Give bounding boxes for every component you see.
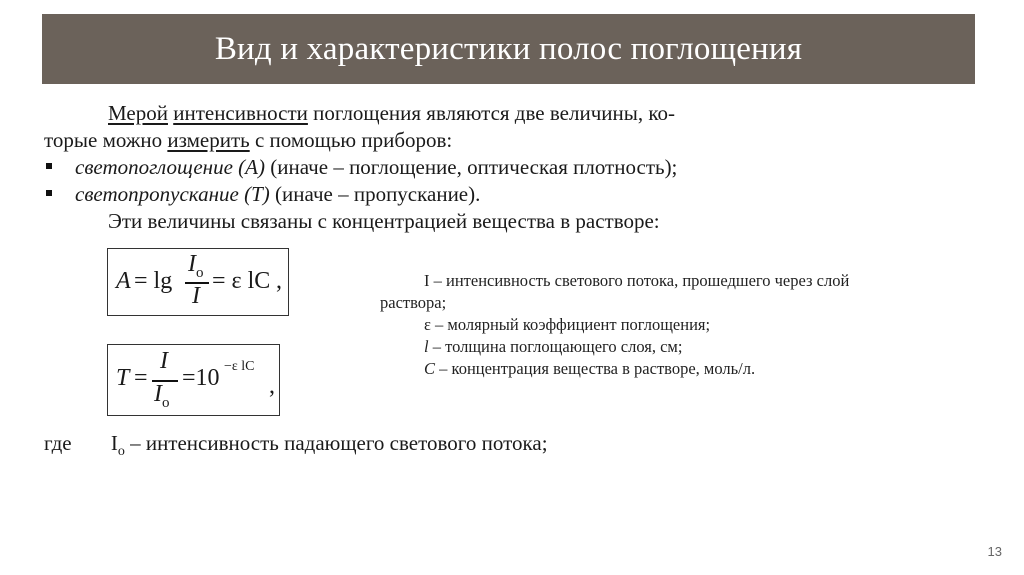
f2-den xyxy=(154,381,170,412)
slide-title: Вид и характеристики полос поглощения xyxy=(214,30,803,67)
legend-line-1: I – интенсивность светового потока, прошедшего через слой xyxy=(424,271,850,290)
f1-comma: , xyxy=(276,268,282,294)
bullet-2-rest: (иначе – пропускание). xyxy=(269,182,481,206)
bullet-item-1 xyxy=(75,154,677,181)
formula-transmittance xyxy=(107,344,280,416)
bullet-marker-1 xyxy=(46,163,52,169)
f2-lhs: T xyxy=(116,365,130,391)
f2-den-symbol: I xyxy=(154,381,162,407)
f2-exponent: −ε lC xyxy=(224,359,255,374)
where-text: – интенсивность падающего светового потока; xyxy=(124,431,548,455)
term-intensity: интенсивности xyxy=(173,101,308,125)
where-line xyxy=(44,430,548,465)
para1-line2-end: с помощью приборов: xyxy=(249,128,453,152)
legend-l-symbol: l xyxy=(424,337,429,356)
slide-title-bar xyxy=(42,14,975,84)
para1-rest: поглощения являются две величины, ко- xyxy=(307,101,675,125)
bullet-2-term: светопропускание (Т) xyxy=(75,182,270,206)
legend-c-text: – концентрация вещества в растворе, моль/л. xyxy=(435,359,756,378)
legend-line-5 xyxy=(424,358,755,380)
term-measure-verb: измерить xyxy=(167,128,250,152)
f2-comma: , xyxy=(269,373,275,399)
f1-den: I xyxy=(192,283,200,309)
para1-line2 xyxy=(44,127,452,154)
legend-line-2: раствора; xyxy=(380,293,447,312)
f2-num: I xyxy=(160,348,168,374)
f1-rhs-text: = ε lC xyxy=(212,268,271,294)
f1-lhs: A xyxy=(116,268,131,294)
bullet-1-rest: (иначе – поглощение, оптическая плотность); xyxy=(264,155,678,179)
f2-eq: = xyxy=(134,365,148,391)
legend-l-text: – толщина поглощающего слоя, см; xyxy=(428,337,683,356)
f1-eq: = lg xyxy=(134,268,173,294)
where-label: где xyxy=(44,431,72,455)
formula-absorbance xyxy=(107,248,289,316)
para1-line2-start: торые можно xyxy=(44,128,168,152)
where-symbol: I xyxy=(110,431,118,455)
bullet-1-term: светопоглощение (А) xyxy=(75,155,265,179)
term-measure: Мерой xyxy=(108,101,168,125)
bullet-item-2 xyxy=(75,181,480,208)
f1-num xyxy=(188,251,204,282)
para2: Эти величины связаны с концентрацией вещества в растворе: xyxy=(108,209,660,233)
para1-line1 xyxy=(108,100,675,127)
f1-rhs xyxy=(212,268,270,295)
f1-num-symbol: I xyxy=(188,251,196,277)
where-sub: o xyxy=(117,444,125,460)
f2-rhs: =10 xyxy=(182,365,220,391)
f1-num-sub: o xyxy=(196,264,204,281)
legend-c-symbol: C xyxy=(424,359,436,378)
legend-line-4 xyxy=(424,336,682,358)
bullet-marker-2 xyxy=(46,190,52,196)
page-number: 13 xyxy=(987,544,1002,559)
f2-den-sub: o xyxy=(162,394,170,411)
legend-line-3: ε – молярный коэффициент поглощения; xyxy=(424,315,711,334)
